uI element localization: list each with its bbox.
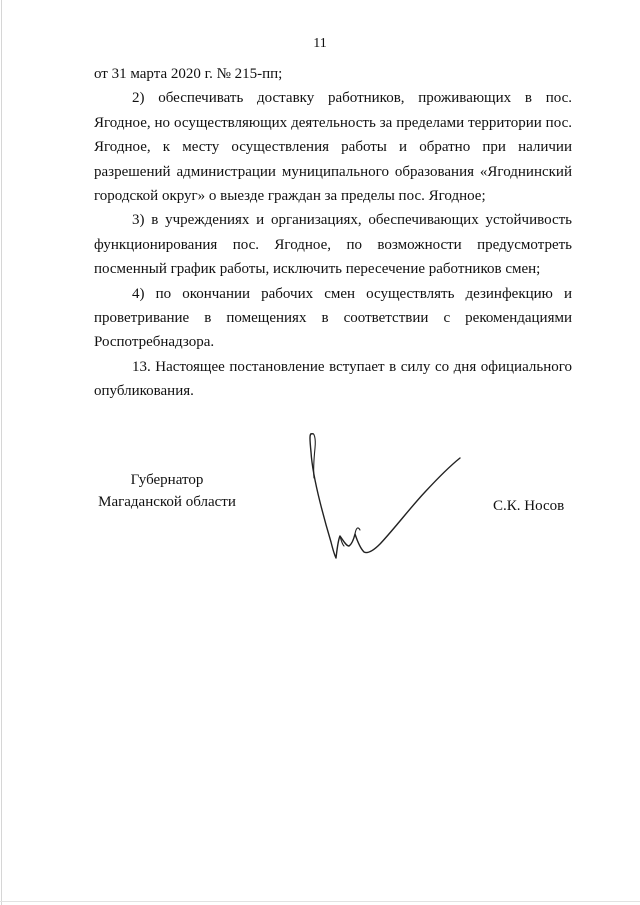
- page-edge-bottom: [0, 901, 640, 902]
- page-edge-left: [1, 0, 2, 905]
- page-number: 11: [313, 36, 327, 51]
- paragraph-continuation: от 31 марта 2020 г. № 215-пп;: [94, 66, 283, 82]
- signatory-title: [94, 469, 240, 513]
- paragraph-item-4: 4) по окончании рабочих смен осуществлять дезинфекцию и проветривание в помещениях в соответствии с рекомендациями Роспотребнадзора.: [94, 285, 572, 351]
- signatory-name: С.К. Носов: [493, 498, 565, 514]
- signatory-region: Магаданской области: [98, 494, 236, 510]
- paragraph-item-3: 3) в учреждениях и организациях, обеспечивающих устойчивость функционирования пос. Ягодное, по возможности предусмотреть посменный график работы, исключить пересечение работников смен;: [94, 212, 572, 278]
- document-body: [94, 62, 572, 404]
- handwritten-signature: [300, 428, 470, 568]
- paragraph-section-13: 13. Настоящее постановление вступает в силу со дня официального опубликования.: [94, 358, 572, 400]
- signatory-position: Губернатор: [130, 472, 204, 488]
- paragraph-item-2: 2) обеспечивать доставку работников, проживающих в пос. Ягодное, но осуществляющих деятельность за пределами территории пос. Ягодное, к месту осуществления работы и обратно при наличии разрешений администрации муниципального образования «Ягоднинский городской округ» о выезде граждан за пределы пос. Ягодное;: [94, 90, 572, 205]
